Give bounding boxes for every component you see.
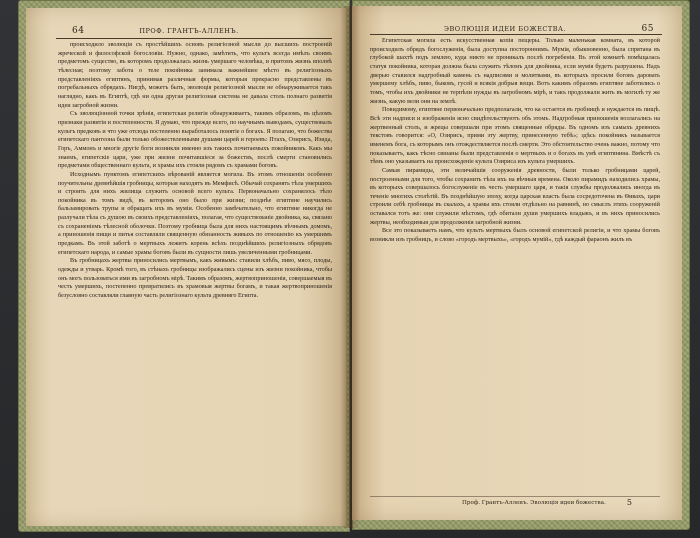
- left-running-head: ПРОФ. ГРАНТЪ-АЛЛЕНЪ.: [139, 27, 239, 35]
- right-paragraph: Самыя пирамиды, эти величайшія сооруженія древности, были только гробницами царей, построенными для того, чтобы сохранить тѣла ихъ на вѣчныя времена. Около пирамидъ находились храмы, въ которыхъ совершалось богослуженіе въ честь умершаго царя, и такія службы продолжались иногда въ теченіе многихъ столѣтій. Въ позднѣйшую эпоху, когда царская власть была сосредоточена въ Ѳивахъ, цари строили себѣ гробницы въ скалахъ, а храмы ихъ стояли отдѣльно на равнинѣ, но смыслъ этихъ сооруженій оставался тотъ же: они служили мѣстомъ, гдѣ обитали души умершихъ владыкъ, и въ нихъ приносились жертвы, необходимыя для продолженія загробной жизни.: [370, 166, 660, 226]
- right-paragraph: Египетская могила есть искусственная копія пещеры. Только маленькая комната, въ которой происходилъ обрядъ богослуженія, была доступна постороннимъ. Мумія, обыкновенно, была спрятана въ глубокой шахтѣ подъ землею, куда никто не проникалъ послѣ погребенія. Въ этой комнатѣ помѣщалась статуя покойника, которая должна была служить тѣломъ для двойника, если мумія будетъ разрушена. Надъ дверью ставился надгробный камень съ надписями и молитвами, въ которыхъ просили боговъ даровать умершему хлѣбъ, пиво, быковъ, гусей и всякія добрыя вещи. Вотъ какимъ образомъ египтяне заботились о томъ, чтобы ихъ двойники не терпѣли нужды въ загробномъ мірѣ, и такъ продолжали жить въ могилѣ ту же жизнь, какую вели они на землѣ.: [370, 37, 660, 105]
- right-header-rule: [370, 34, 662, 35]
- left-paragraph: Исходнымъ пунктомъ египетскихъ вѣрованій является могила. Въ этомъ отношеніи особенно поучительны древнѣйшія гробницы, которыя находятъ въ Мемфисѣ. Обычай сохранять тѣла умершихъ и строить для нихъ жилища служитъ основой всего культа. Первоначально сохранялось тѣло покойника въ томъ видѣ, въ которомъ оно было при жизни; позднѣе египтяне научились бальзамировать трупы и обращать ихъ въ муміи. Особенно замѣчательно, что египтяне никогда не разлучали тѣла съ душою въ своихъ представленіяхъ, полагая, что существованіе двойника, ка, связано съ сохраненіемъ тѣлесной оболочки. Поэтому гробница была для нихъ настоящимъ вѣчнымъ домомъ, а приношенія пищи и питья составляли священную обязанность живыхъ по отношенію къ умершимъ предкамъ. Въ этой заботѣ о мертвыхъ лежитъ корень всѣхъ позднѣйшихъ религіозныхъ обрядовъ египетскаго народа, и самые храмы боговъ были въ сущности лишь увеличенными гробницами.: [58, 170, 332, 256]
- left-page-text: [58, 41, 332, 519]
- right-page-footer: [370, 496, 660, 508]
- left-page-header: [46, 26, 332, 36]
- left-header-rule: [56, 38, 332, 39]
- footer-signature: Проф. Грантъ-Алленъ. Эволюція идеи божества.: [462, 500, 606, 506]
- right-page-text: [370, 37, 660, 492]
- right-page-header: [372, 24, 668, 34]
- right-page-number: 65: [641, 24, 654, 34]
- left-paragraph: Съ эволюціонной точки зрѣнія, египетская религія обнаруживаетъ, такимъ образомъ, въ цѣломъ признаки развитія и постепенности. Я думаю, что прежде всего, по научнымъ выводамъ, существовалъ культъ предковъ и что уже отсюда постепенно выработалось понятіе о богахъ. Я полагаю, что божества египетскаго пантеона были только обожествленными душами царей и героевъ: Птахъ, Озирисъ, Изида, Горъ, Аммонъ и многіе другіе боги возникли именно изъ такихъ почитаемыхъ покойниковъ. Какъ мы знаемъ, египетскіе цари, уже при жизни почитавшіеся за божествъ, послѣ смерти становились предметами общественнаго культа, и храмы ихъ стояли рядомъ съ храмами боговъ.: [58, 110, 332, 170]
- right-paragraph: Все это показываетъ намъ, что культъ мертвыхъ былъ основой египетской религіи, и что храмы боговъ возникли изъ гробницъ, и слово «городъ мертвыхъ», «городъ мумій», гдѣ каждый фараонъ жилъ въ: [370, 227, 660, 244]
- right-page: [352, 6, 682, 520]
- left-paragraph: происходило эволюція съ простѣйшихъ основъ религіозной мысли до высшихъ построеній жреческой и философской богословіи. Нужно, однако, замѣтить, что культъ всегда имѣлъ своимъ предметомъ существо, въ которомъ продолжалась жизнь умершаго человѣка, и притомъ жизнь вполнѣ тѣлесная; поэтому забота о теле покойника занимала важнейшее мѣсто въ религіозныхъ представленіяхъ египтянъ, принимая различныя формы, которыя прекрасно представлены въ погребальныхъ обрядахъ. Нигдѣ, можетъ быть, эволюція религіозной мысли не обнаруживается такъ наглядно, какъ въ Египтѣ, гдѣ ни одна другая религіозная система не давала столь полнаго развитія идеи загробной жизни.: [58, 41, 332, 109]
- right-running-head: ЭВОЛЮЦІЯ ИДЕИ БОЖЕСТВА.: [444, 25, 566, 33]
- signature-mark: 5: [626, 498, 632, 507]
- right-paragraph: Повидимому, египтяне первоначально предполагали, что ка остается въ гробницѣ и нуждается въ пищѣ. Всѣ эти надписи и изображенія ясно свидѣтельствуютъ объ этомъ. Надгробныя приношенія возлагались на жертвенный столъ, и жрецы совершали при этомъ священные обряды. Въ одномъ изъ самыхъ древнихъ текстовъ говорится: «О, Озирисъ, прими эту жертву, принесенную тебѣ»; здѣсь покойникъ называется именемъ бога, съ которымъ онъ отождествляется послѣ смерти. Это обстоятельство очень важно, потому что показываетъ, какъ тѣсно связаны были представленія о мертвыхъ и о богахъ въ умѣ египтянина. Вмѣстѣ съ тѣмъ оно указываетъ на происхожденіе культа Озириса изъ культа умершихъ.: [370, 106, 660, 166]
- left-page-number: 64: [72, 26, 85, 36]
- left-paragraph: Въ гробницахъ жертвы приносились мертвымъ, какъ живымъ: ставили хлѣбъ, пиво, мясо, плоды, одежды и утварь. Кромѣ того, въ стѣнахъ гробницы изображались сцены изъ жизни покойника, чтобы онъ могъ пользоваться ими въ загробномъ мірѣ. Такимъ образомъ, жертвоприношенія, совершаемыя въ честь умершихъ, постепенно превратились въ храмовыя жертвы богамъ, и такая жертвоприношенія безусловно составляли главную часть религіознаго культа древняго Египта.: [58, 257, 332, 300]
- left-page: [26, 8, 346, 526]
